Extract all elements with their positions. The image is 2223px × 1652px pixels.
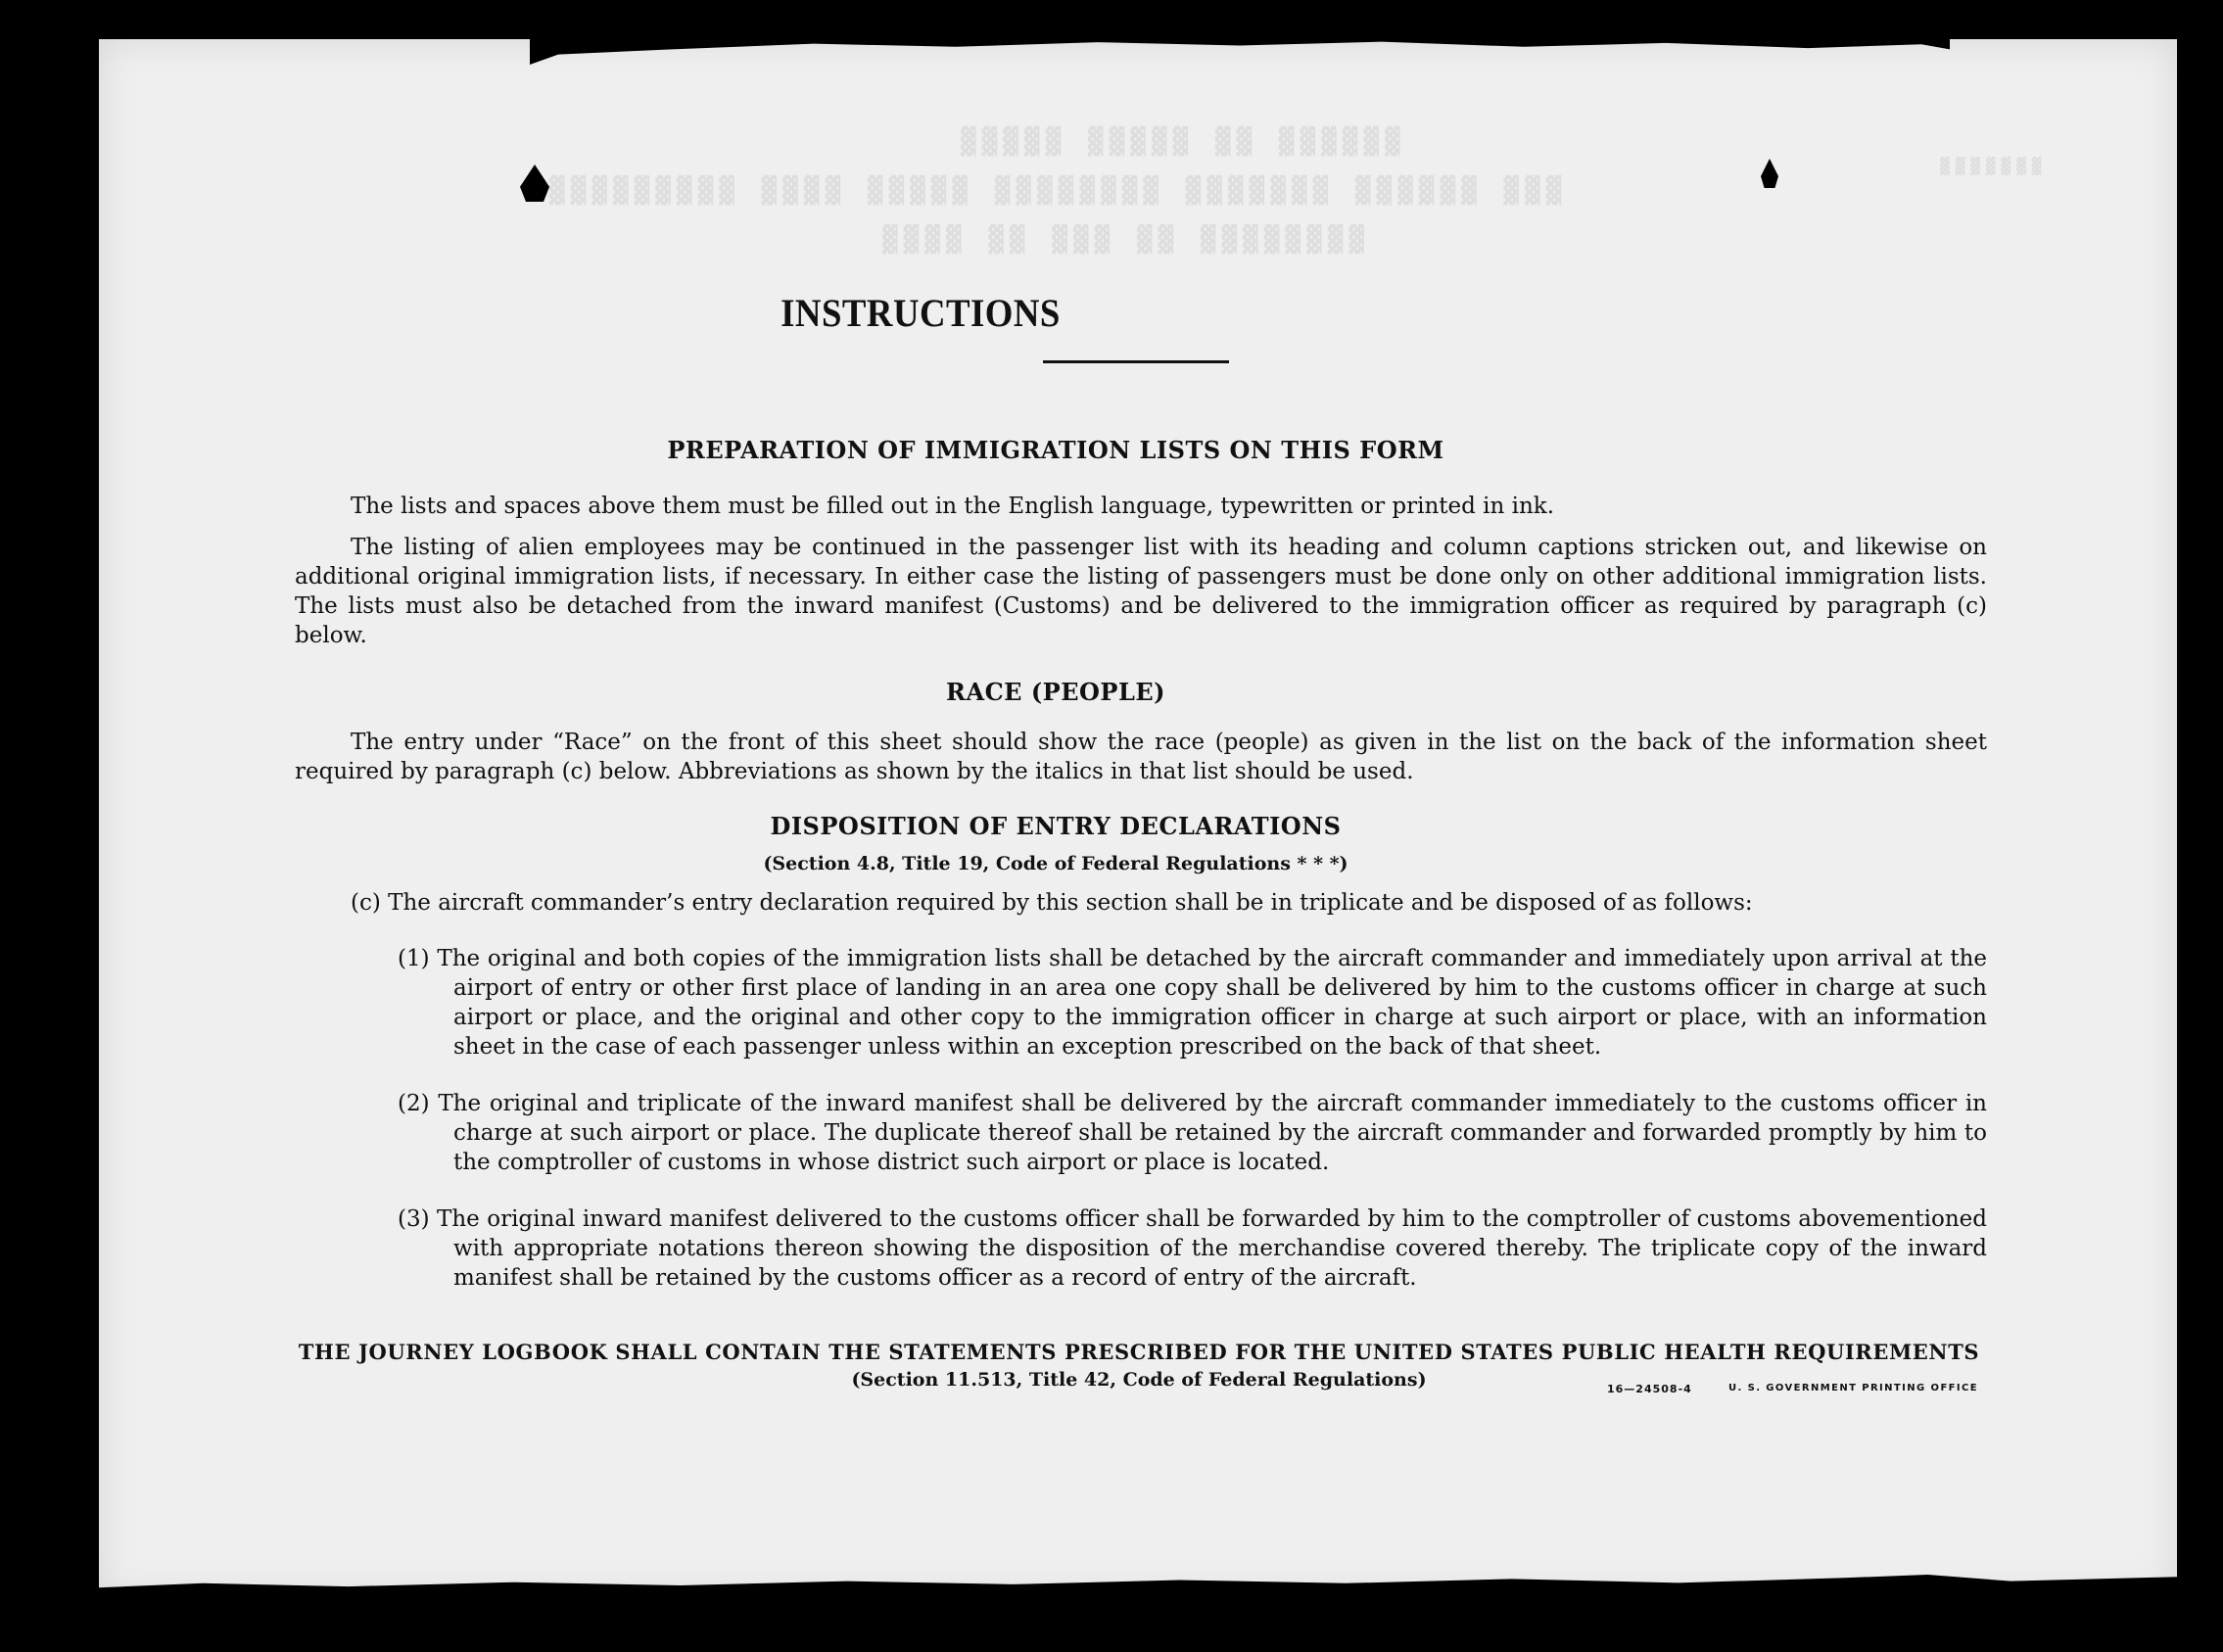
- paragraph-race: The entry under “Race” on the front of this sheet should show the race (people) as given in the list on the back of the information sheet required by paragraph (c) below. Abbreviations as shown by the italics in that list should be used.: [295, 730, 1987, 784]
- heading-preparation: PREPARATION OF IMMIGRATION LISTS ON THIS FORM: [667, 436, 1444, 464]
- print-code: 16—24508-4: [1607, 1383, 1692, 1395]
- footer-title: THE JOURNEY LOGBOOK SHALL CONTAIN THE STATEMENTS PRESCRIBED FOR THE UNITED STATES PUBLIC HEALTH REQUIREMENTS: [298, 1340, 1980, 1364]
- disposition-item-1: (1) The original and both copies of the immigration lists shall be detached by the aircraft commander and immediately upon arrival at the airport of entry or other first place of landing in an area one copy shall be delivered by him to the customs officer in charge at such airport or place, and the original and other copy to the immigration officer in charge at such airport or place, with an information sheet in the case of each passenger unless within an exception prescribed on the back of that sheet.: [398, 946, 1987, 1060]
- heading-race: RACE (PEOPLE): [946, 678, 1165, 706]
- heading-disposition: DISPOSITION OF ENTRY DECLARATIONS: [770, 812, 1342, 840]
- document-content: [99, 39, 2177, 1596]
- bleed-through-text: ▓▓▓▓ ▓▓ ▓▓▓ ▓▓ ▓▓▓▓▓▓▓▓: [882, 225, 1371, 255]
- document-title: INSTRUCTIONS: [780, 291, 1061, 335]
- disposition-item-2: (2) The original and triplicate of the inward manifest shall be delivered by the aircraft commander immediately to the customs officer in charge at such airport or place. The duplicate thereof shall be retained by the aircraft commander and forwarded promptly by him to the comptroller of customs in whose district such airport or place is located.: [398, 1091, 1987, 1175]
- document-page: [99, 39, 2177, 1596]
- footer-subheading: (Section 11.513, Title 42, Code of Federal Regulations): [851, 1369, 1427, 1391]
- disposition-item-3: (3) The original inward manifest delivered to the customs officer shall be forwarded by him to the comptroller of customs abovementioned with appropriate notations thereon showing the disposition of the merchandise covered thereby. The triplicate copy of the inward manifest shall be retained by the customs officer as a record of entry of the aircraft.: [398, 1206, 1987, 1291]
- title-underline: [1043, 360, 1229, 363]
- printing-office-credit: U. S. GOVERNMENT PRINTING OFFICE: [1728, 1383, 1978, 1393]
- subheading-disposition: (Section 4.8, Title 19, Code of Federal Regulations * * *): [763, 853, 1348, 874]
- paragraph-preparation-2: The listing of alien employees may be continued in the passenger list with its heading and column captions stricken out, and likewise on additional original immigration lists, if necessary. In either case the listing of passengers must be done only on other additional immigration lists. The lists must also be detached from the inward manifest (Customs) and be delivered to the immigration officer as required by paragraph (c) below.: [295, 535, 1987, 648]
- paragraph-preparation-1: The lists and spaces above them must be filled out in the English language, typewritten or printed in ink.: [351, 494, 1555, 519]
- bleed-through-text: ▓▓▓▓▓▓▓: [1940, 157, 2048, 175]
- bleed-through-text: ▓▓▓▓▓▓▓▓▓ ▓▓▓▓ ▓▓▓▓▓ ▓▓▓▓▓▓▓▓ ▓▓▓▓▓▓▓ ▓▓▓▓▓▓ ▓▓▓: [549, 176, 1568, 206]
- paragraph-disposition-intro: (c) The aircraft commander’s entry declaration required by this section shall be in triplicate and be disposed of as follows:: [351, 890, 1753, 916]
- bleed-through-text: ▓▓▓▓▓ ▓▓▓▓▓ ▓▓ ▓▓▓▓▓▓: [961, 127, 1406, 157]
